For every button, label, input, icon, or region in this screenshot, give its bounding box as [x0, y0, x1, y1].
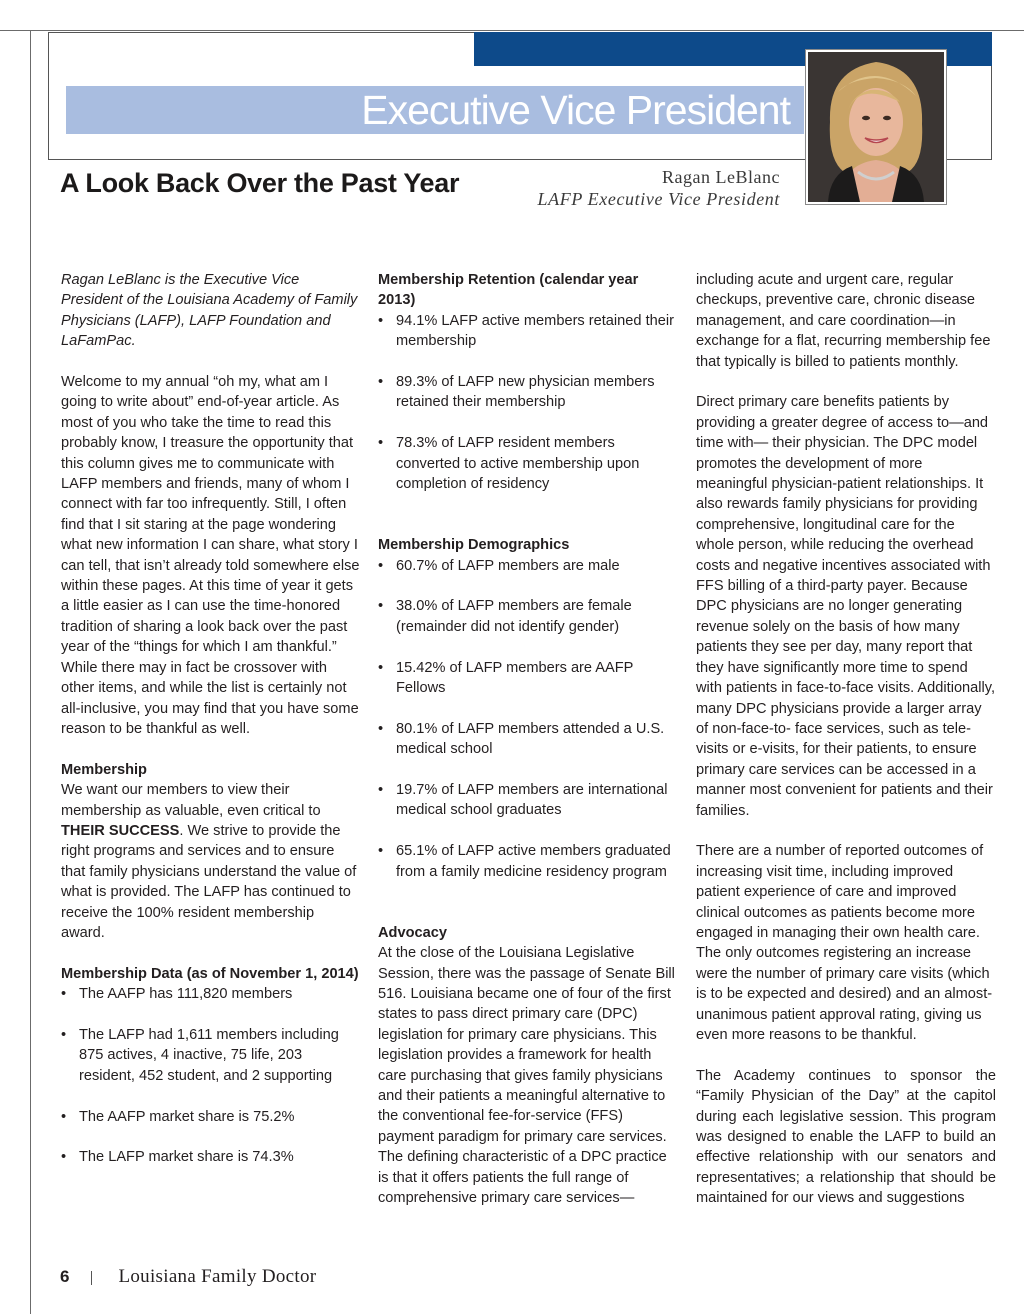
- list-item: • 65.1% of LAFP active members graduated from a family medicine residency program: [378, 841, 678, 882]
- list-item: • The LAFP market share is 74.3%: [61, 1147, 361, 1167]
- author-title: LAFP Executive Vice President: [537, 189, 780, 209]
- left-rule: [30, 30, 31, 1314]
- author-intro: Ragan LeBlanc is the Executive Vice President of the Louisiana Academy of Family Physicians (LAFP), LAFP Foundation and LaFamPac.: [61, 272, 358, 350]
- byline: [538, 166, 780, 210]
- outcomes-paragraph: There are a number of reported outcomes of increasing visit time, including improved patient experience of care and improved clinical outcomes as patients become more engaged in managing their own health care. The only outcomes registering an increase were the number of primary care visits (which is to be expected and desired) and an almost-unanimous patient approval rating, giving us even more reasons to be thankful.: [696, 843, 993, 1043]
- footer-divider: [91, 1271, 92, 1285]
- list-item: • 80.1% of LAFP members attended a U.S. medical school: [378, 719, 678, 760]
- membership-heading: Membership: [61, 761, 147, 778]
- retention-list: [378, 311, 678, 495]
- list-item: • The LAFP had 1,611 members including 875 actives, 4 inactive, 75 life, 203 resident, 452 student, and 2 supporting: [61, 1025, 361, 1086]
- top-rule: [0, 30, 1024, 31]
- membership-data-heading: Membership Data (as of November 1, 2014): [61, 965, 359, 982]
- dpc-paragraph-1: including acute and urgent care, regular checkups, preventive care, chronic disease management, and care coordination—in exchange for a flat, recurring membership fee that typically is billed to patients monthly.: [696, 272, 991, 370]
- list-item: • 89.3% of LAFP new physician members retained their membership: [378, 372, 678, 413]
- page-number: 6: [60, 1267, 70, 1286]
- author-name: Ragan LeBlanc: [662, 167, 780, 187]
- list-item: • The AAFP has 111,820 members: [61, 984, 361, 1004]
- membership-emphasis: THEIR SUCCESS: [61, 822, 180, 839]
- list-item: • 94.1% LAFP active members retained their membership: [378, 311, 678, 352]
- membership-text-1: We want our members to view their membership as valuable, even critical to: [61, 782, 321, 819]
- advocacy-heading: Advocacy: [378, 924, 447, 941]
- family-physician-of-the-day-paragraph: The Academy continues to sponsor the “Family Physician of the Day” at the capitol during each legislative session. This program was designed to enable the LAFP to build an effective relationship with our senators and representatives; a relationship that should be maintained for our views and suggestions: [696, 1067, 996, 1207]
- list-item: • 15.42% of LAFP members are AAFP Fellows: [378, 658, 678, 699]
- section-title: Executive Vice President: [361, 87, 790, 133]
- list-item: • 38.0% of LAFP members are female (remainder did not identify gender): [378, 596, 678, 637]
- list-item: • 60.7% of LAFP members are male: [378, 556, 678, 576]
- author-photo: [806, 50, 946, 204]
- author-portrait-image: [808, 52, 944, 202]
- demographics-heading: Membership Demographics: [378, 537, 570, 554]
- list-item: • The AAFP market share is 75.2%: [61, 1107, 361, 1127]
- membership-paragraph: [61, 780, 361, 943]
- retention-heading: Membership Retention (calendar year 2013): [378, 272, 639, 309]
- page-footer: [60, 1266, 316, 1288]
- membership-data-list: [61, 984, 361, 1168]
- list-item: • 19.7% of LAFP members are international medical school graduates: [378, 780, 678, 821]
- dpc-paragraph-2: Direct primary care benefits patients by providing a greater degree of access to—and time with— their physician. The DPC model promotes the development of more meaningful physician-patient relationships. It also rewards family physicians for providing comprehensive, longitudinal care for the whole person, while reducing the overhead costs and negative incentives associated with FFS billing of a third-party payer. Because DPC physicians are no longer generating revenue solely on the basis of how many patients they see per day, many report that they have significantly more time to spend with patients in face-to-face visits. Additionally, many DPC physicians provide a larger array of non-face-to- face services, such as tele-visits or e-visits, for their patients, to ensure primary care services can be accessed in a manner most convenient for patients and their families.: [696, 394, 996, 819]
- welcome-paragraph: Welcome to my annual “oh my, what am I going to write about” end-of-year article. As most of you who take the time to read this probably know, I treasure the opportunity that this column gives me to communicate with LAFP members and friends, many of whom I connect with far too infrequently. Still, I often find that I sit staring at the page wondering what new information I can share, what story I can tell, that isn’t already told somewhere else within these pages. At this time of year it gets a little easier as I can use the time-honored tradition of sharing a look back over the past year of the “things for which I am thankful.” While there may in fact be crossover with other items, and while the list is certainly not all-inclusive, you may find that you have some reason to be thankful as well.: [61, 374, 360, 737]
- membership-text-2: . We strive to provide the right programs and services and to ensure that family physicians understand the value of what is provided. The LAFP has continued to receive the 100% resident membership award.: [61, 822, 357, 941]
- demographics-list: [378, 556, 678, 882]
- column-2: [378, 270, 678, 1229]
- article-headline: A Look Back Over the Past Year: [60, 168, 460, 198]
- advocacy-paragraph: At the close of the Louisiana Legislative Session, there was the passage of Senate Bill 516. Louisiana became one of four of the first states to pass direct primary care (DPC) legislation for primary care physicians. This legislation provides a framework for health care purchasing that gives family physicians and their patients a meaningful alternative to the conventional fee-for-service (FFS) payment paradigm for primary care services. The defining characteristic of a DPC practice is that it offers patients the full range of comprehensive primary care services—: [378, 945, 675, 1207]
- magazine-name: Louisiana Family Doctor: [118, 1266, 317, 1287]
- column-1: [61, 270, 361, 1188]
- list-item: • 78.3% of LAFP resident members converted to active membership upon completion of residency: [378, 433, 678, 494]
- column-3: [696, 270, 996, 1229]
